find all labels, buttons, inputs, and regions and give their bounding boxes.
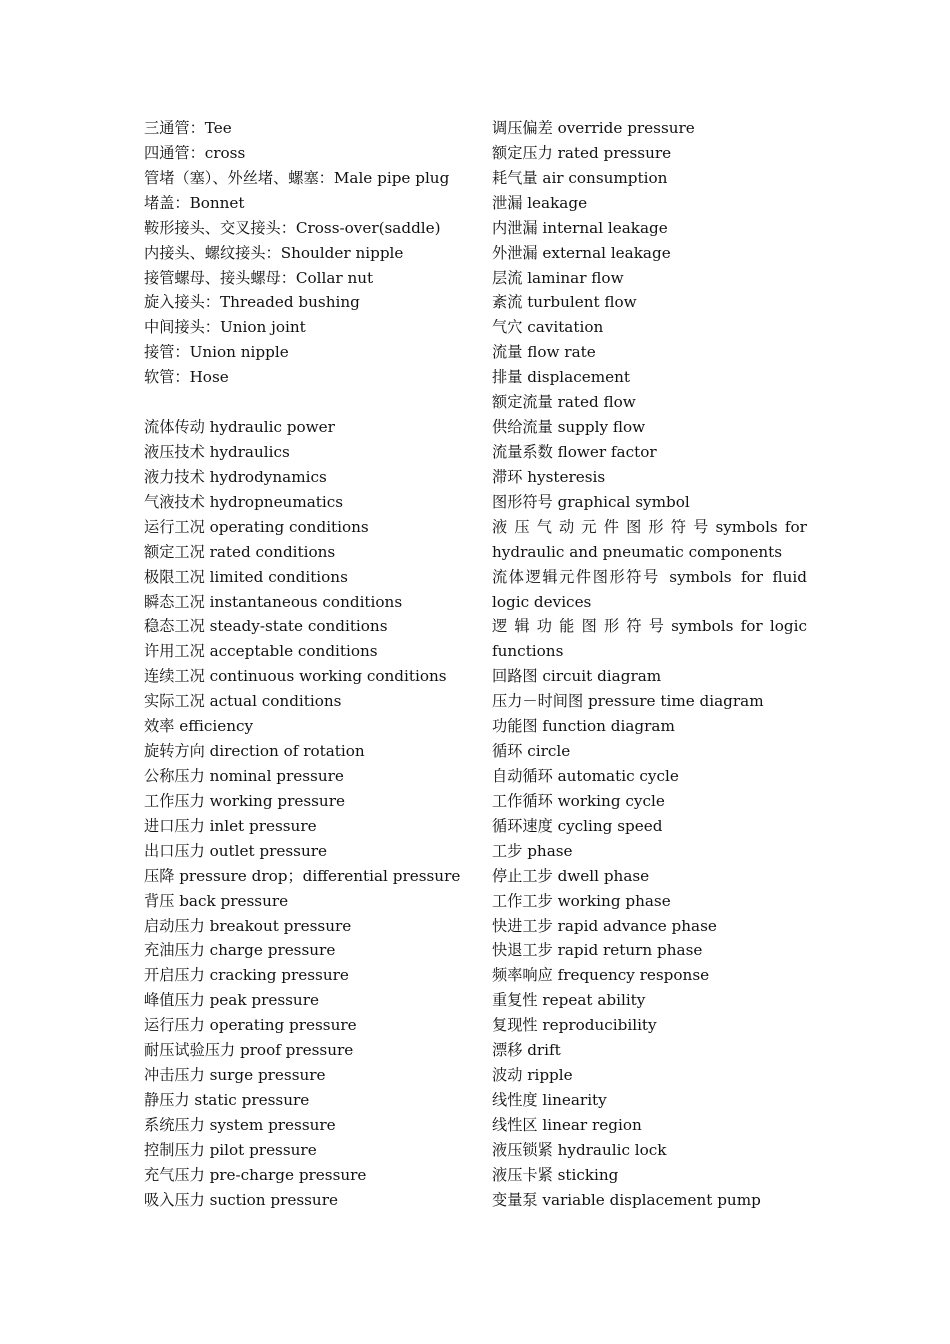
term-line: 线性区 linear region <box>492 1115 642 1134</box>
term-line: 控制压力 pilot pressure <box>144 1140 317 1159</box>
term-line: 波动 ripple <box>492 1066 573 1085</box>
term-word: 气 <box>536 517 552 536</box>
term-word: fluid <box>772 567 807 586</box>
term-line: 运行压力 operating pressure <box>144 1016 357 1035</box>
term-word: 压 <box>514 517 530 536</box>
term-line: 旋入接头：Threaded bushing <box>144 293 360 312</box>
term-line: 液压锁紧 hydraulic lock <box>492 1140 667 1159</box>
term-word: 动 <box>559 517 575 536</box>
term-line: 三通管：Tee <box>144 119 232 137</box>
term-word: 功 <box>536 617 552 636</box>
term-line: 接管：Union nipple <box>144 343 289 362</box>
left-term-column <box>144 116 474 1213</box>
term-word: 形 <box>603 617 620 636</box>
term-line: 软管：Hose <box>144 368 229 387</box>
wrapped-term-second-line: logic devices <box>492 592 592 611</box>
term-line: 接管螺母、接头螺母：Collar nut <box>144 268 374 287</box>
term-word: 符 <box>670 517 686 536</box>
term-word: 号 <box>693 517 709 536</box>
term-line: 层流 laminar flow <box>492 268 624 287</box>
right-term-column <box>492 116 807 1213</box>
term-line: 中间接头：Union joint <box>144 318 306 337</box>
term-line: 压降 pressure drop；differential pressure <box>144 866 461 885</box>
term-line: 管堵（塞）、外丝堵、螺塞：Male pipe plug <box>144 168 450 187</box>
term-line: 气液技术 hydropneumatics <box>144 492 344 511</box>
term-word: 液 <box>492 517 508 536</box>
term-word: 图 <box>626 517 642 536</box>
term-line: 许用工况 acceptable conditions <box>144 642 378 661</box>
wrapped-term-first-line <box>492 565 807 590</box>
term-line: 工作工步 working phase <box>492 891 671 910</box>
term-line: 线性度 linearity <box>492 1090 607 1109</box>
term-line: 工作循环 working cycle <box>492 791 665 810</box>
term-line: 停止工步 dwell phase <box>492 866 650 885</box>
term-line: 额定压力 rated pressure <box>492 143 672 162</box>
term-line: 瞬态工况 instantaneous conditions <box>144 592 403 611</box>
term-line: 四通管：cross <box>144 143 246 162</box>
term-line: 流量系数 flower factor <box>492 442 657 461</box>
term-line: 开启压力 cracking pressure <box>144 966 349 985</box>
term-line: 频率响应 frequency response <box>492 966 710 985</box>
term-line: 堵盖：Bonnet <box>144 193 245 212</box>
term-line: 循环 circle <box>492 742 571 761</box>
term-line: 效率 efficiency <box>144 717 254 736</box>
term-line: 变量泵 variable displacement pump <box>492 1190 761 1209</box>
blank-line <box>144 390 474 415</box>
term-line: 调压偏差 override pressure <box>492 119 695 137</box>
term-word: symbols <box>669 567 732 586</box>
term-line: 稳态工况 steady-state conditions <box>144 617 388 636</box>
term-line: 峰值压力 peak pressure <box>144 991 319 1010</box>
term-line: 泄漏 leakage <box>492 193 588 212</box>
wrapped-term-first-line <box>492 614 807 639</box>
term-word: 逻 <box>492 617 508 636</box>
term-line: 漂移 drift <box>492 1041 561 1060</box>
term-line: 吸入压力 suction pressure <box>144 1190 338 1209</box>
term-line: 外泄漏 external leakage <box>492 243 671 262</box>
term-line: 耐压试验压力 proof pressure <box>144 1041 354 1060</box>
term-line: 充油压力 charge pressure <box>144 941 336 960</box>
term-line: 压力－时间图 pressure time diagram <box>492 692 764 711</box>
term-line: 排量 displacement <box>492 368 630 387</box>
term-word: for <box>740 617 763 636</box>
term-line: 启动压力 breakout pressure <box>144 916 352 935</box>
term-word: 辑 <box>514 617 530 636</box>
term-line: 快进工步 rapid advance phase <box>492 916 717 935</box>
term-line: 出口压力 outlet pressure <box>144 841 327 860</box>
term-line: 系统压力 system pressure <box>144 1115 336 1134</box>
term-line: 鞍形接头、交叉接头：Cross-over(saddle) <box>144 218 441 237</box>
term-line: 液压技术 hydraulics <box>144 442 290 461</box>
term-line: 内泄漏 internal leakage <box>492 218 668 237</box>
term-line: 回路图 circuit diagram <box>492 667 662 686</box>
term-line: 额定流量 rated flow <box>492 393 636 412</box>
term-word: for <box>784 517 807 536</box>
term-line: 液力技术 hydrodynamics <box>144 467 327 486</box>
term-word: 件 <box>603 517 619 536</box>
term-line: 工步 phase <box>492 841 573 860</box>
term-word: 图 <box>581 617 597 636</box>
wrapped-term-second-line: functions <box>492 642 564 661</box>
term-line: 流量 flow rate <box>492 343 596 362</box>
term-word: 符 <box>626 617 642 636</box>
term-line: 背压 back pressure <box>144 891 289 910</box>
term-line: 连续工况 continuous working conditions <box>144 667 447 686</box>
term-line: 运行工况 operating conditions <box>144 517 369 536</box>
term-line: 额定工况 rated conditions <box>144 542 336 561</box>
term-word: symbols <box>715 517 778 536</box>
term-line: 实际工况 actual conditions <box>144 692 342 711</box>
wrapped-term-first-line <box>492 515 807 540</box>
term-word: logic <box>769 617 807 636</box>
term-line: 快退工步 rapid return phase <box>492 941 703 960</box>
term-word: symbols <box>671 617 734 636</box>
term-word: 号 <box>648 617 664 636</box>
term-line: 循环速度 cycling speed <box>492 816 663 835</box>
term-line: 公称压力 nominal pressure <box>144 766 344 785</box>
term-word: 元 <box>581 517 597 536</box>
term-line: 旋转方向 direction of rotation <box>144 742 365 761</box>
term-word: 能 <box>559 617 575 636</box>
term-word: 流体逻辑元件图形符号 <box>492 567 660 586</box>
term-word: 形 <box>648 517 664 536</box>
term-line: 冲击压力 surge pressure <box>144 1066 326 1085</box>
term-word: for <box>741 567 764 586</box>
term-line: 极限工况 limited conditions <box>144 567 348 586</box>
term-line: 图形符号 graphical symbol <box>492 492 690 511</box>
term-line: 液压卡紧 sticking <box>492 1165 619 1184</box>
term-line: 紊流 turbulent flow <box>492 293 637 312</box>
term-line: 复现性 reproducibility <box>492 1016 657 1035</box>
term-line: 功能图 function diagram <box>492 717 675 736</box>
term-line: 进口压力 inlet pressure <box>144 816 317 835</box>
term-line: 滞环 hysteresis <box>492 467 606 486</box>
term-line: 重复性 repeat ability <box>492 991 646 1010</box>
term-line: 供给流量 supply flow <box>492 418 646 437</box>
wrapped-term-second-line: hydraulic and pneumatic components <box>492 542 783 561</box>
term-line: 工作压力 working pressure <box>144 791 345 810</box>
term-line: 内接头、螺纹接头：Shoulder nipple <box>144 243 404 262</box>
term-line: 静压力 static pressure <box>144 1090 310 1109</box>
term-line: 耗气量 air consumption <box>492 168 668 187</box>
term-line: 充气压力 pre-charge pressure <box>144 1165 367 1184</box>
term-line: 自动循环 automatic cycle <box>492 766 679 785</box>
term-line: 气穴 cavitation <box>492 318 604 337</box>
term-line: 流体传动 hydraulic power <box>144 418 335 437</box>
